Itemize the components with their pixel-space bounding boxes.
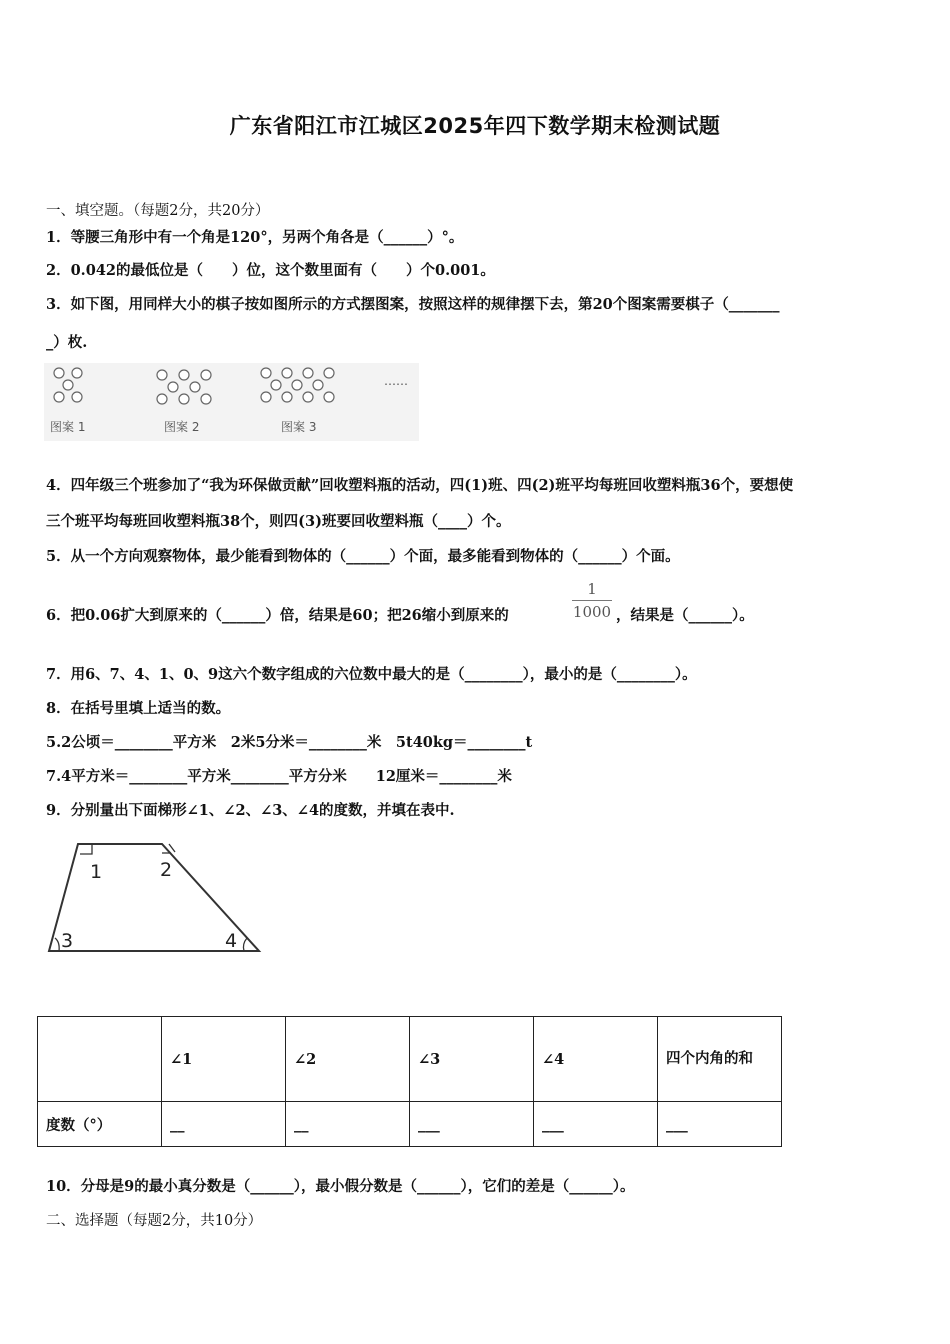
question-10: 10．分母是9的最小真分数是（______），最小假分数是（______），它们的差是（______）。 [46,1178,635,1195]
question-8: 8．在括号里填上适当的数。 [46,700,231,717]
blank-angle-4[interactable]: ___ [534,1102,658,1147]
question-3-line-2: _）枚. [46,334,88,351]
question-3-line-1: 3．如下图，用同样大小的棋子按如图所示的方式摆图案，按照这样的规律摆下去，第20个图案需要棋子（_______ [46,296,780,313]
angle-label-2: 2 [160,859,173,881]
section-heading-fill-in: 一、填空题。（每题2分，共20分） [46,203,270,219]
question-8-row-2: 7.4平方米＝________平方米________平方分米 12厘米＝________米 [46,768,512,785]
trapezoid-figure [44,838,269,958]
pattern-label-1: 图案 1 [50,420,86,434]
blank-angle-1[interactable]: __ [162,1102,286,1147]
blank-angle-sum[interactable]: ___ [658,1102,782,1147]
fraction-denominator: 1000 [572,603,612,621]
pattern-label-3: 图案 3 [281,420,317,434]
question-6-part-2: ，结果是（______）。 [616,607,754,624]
blank-angle-3[interactable]: ___ [410,1102,534,1147]
table-corner-cell [38,1017,162,1102]
header-angle-1: ∠1 [162,1017,286,1102]
fraction-bar [572,600,612,601]
question-2: 2．0.042的最低位是（ ）位，这个数里面有（ ）个0.001。 [46,262,495,279]
table-data-row [38,1102,782,1147]
question-9: 9．分别量出下面梯形∠1、∠2、∠3、∠4的度数，并填在表中. [46,802,455,819]
pattern-label-2: 图案 2 [164,420,200,434]
header-angle-4: ∠4 [534,1017,658,1102]
row-label-degrees: 度数（°） [38,1102,162,1147]
angle-label-4: 4 [225,930,238,952]
question-7: 7．用6、7、4、1、0、9这六个数字组成的六位数中最大的是（________），最小的是（________）。 [46,666,697,683]
fraction-numerator: 1 [587,580,597,598]
fraction-one-thousandth [572,580,612,621]
header-angle-3: ∠3 [410,1017,534,1102]
header-angle-sum: 四个内角的和 [658,1017,782,1102]
question-8-row-1: 5.2公顷＝________平方米 2米5分米＝________米 5t40kg＝________t [46,734,533,751]
pattern-ellipsis: …… [384,374,408,388]
question-4-line-1: 4．四年级三个班参加了“我为环保做贡献”回收塑料瓶的活动，四(1)班、四(2)班平均每班回收塑料瓶36个，要想使 [46,477,794,494]
angle-measure-table [37,1016,782,1147]
section-heading-choice: 二、选择题（每题2分，共10分） [46,1213,263,1229]
page-title: 广东省阳江市江城区2025年四下数学期末检测试题 [229,114,721,138]
blank-angle-2[interactable]: __ [286,1102,410,1147]
question-1: 1．等腰三角形中有一个角是120°，另两个角各是（______）°。 [46,229,464,246]
header-angle-2: ∠2 [286,1017,410,1102]
angle-label-3: 3 [61,930,74,952]
angle-label-1: 1 [90,861,103,883]
question-5: 5．从一个方向观察物体，最少能看到物体的（______）个面，最多能看到物体的（______）个面。 [46,548,680,565]
chess-pattern-figure [44,363,419,441]
table-header-row [38,1017,782,1102]
question-6-part-1: 6．把0.06扩大到原来的（______）倍，结果是60；把26缩小到原来的 [46,607,509,624]
question-4-line-2: 三个班平均每班回收塑料瓶38个，则四(3)班要回收塑料瓶（____）个。 [46,513,511,530]
